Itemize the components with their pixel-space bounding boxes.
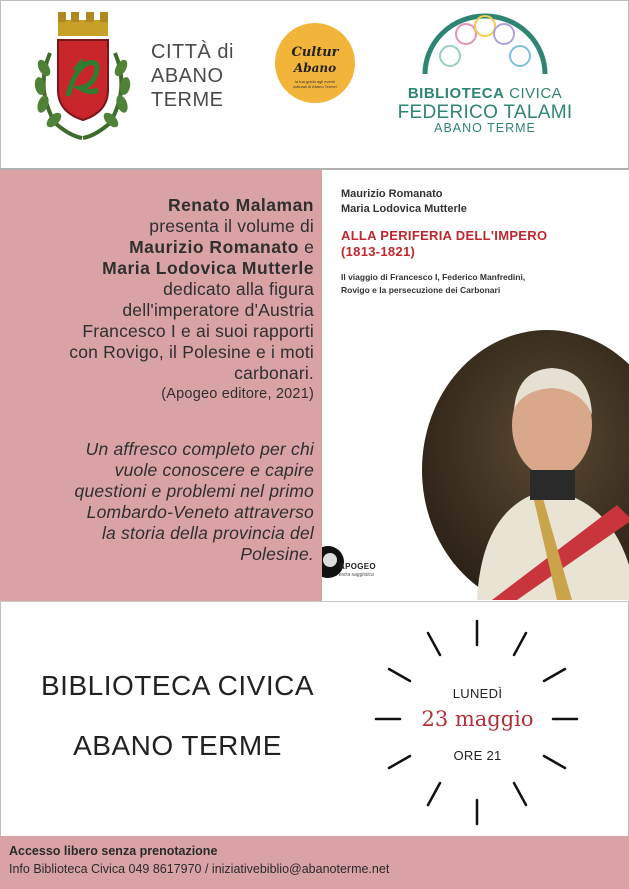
middle-divider	[0, 601, 629, 602]
header	[0, 0, 629, 168]
city-name: CITTÀ di ABANO TERME	[151, 41, 234, 111]
author-2: Maria Lodovica Mutterle	[102, 258, 314, 278]
presenter-name: Renato Malaman	[167, 195, 314, 215]
apogeo-logo: APOGEO extra saggistica	[322, 542, 392, 582]
library-town: ABANO TERME	[434, 121, 536, 135]
author-1: Maurizio Romanato	[129, 237, 299, 257]
city-crest-icon	[30, 8, 135, 143]
venue-line-2: ABANO TERME	[73, 730, 282, 761]
venue-line-1: BIBLIOTECA CIVICA	[40, 670, 315, 701]
event-date: 23 maggio	[421, 707, 534, 731]
emperor-portrait-image	[422, 330, 629, 600]
contact-info: Info Biblioteca Civica 049 8617970 / iniziativebiblio@abanoterme.net	[9, 862, 390, 876]
book-title: ALLA PERIFERIA DELL'IMPERO (1813-1821)	[341, 228, 548, 259]
description-text: Un affresco completo per chi vuole conoscere e capire questioni e problemi nel primo Lombardo-Veneto attraverso la storia della provincia del Polesine.	[74, 439, 314, 564]
cultur-abano-logo: Cultur Abano la tua guida agli eventi culturali di Abano Terme!	[275, 23, 355, 103]
access-note: Accesso libero senza prenotazione	[9, 844, 218, 858]
library-arc-logo-icon	[420, 10, 550, 76]
event-day: LUNEDÌ	[452, 686, 503, 701]
event-time: ORE 21	[453, 748, 502, 763]
library-name: FEDERICO TALAMI	[397, 102, 573, 123]
book-subtitle: Il viaggio di Francesco I, Federico Manfredini, Rovigo e la persecuzione dei Carbonari	[341, 272, 526, 295]
book-authors: Maurizio Romanato Maria Lodovica Mutterle	[341, 188, 467, 215]
library-label: BIBLIOTECA CIVICA	[407, 85, 563, 102]
presentation-text: Renato Malaman presenta il volume di Maurizio Romanato e Maria Lodovica Mutterle dedicato alla figura dell'imperatore d'Austria Francesco I e ai suoi rapporti con Rovigo, il Polesine e i moti carbonari. (Apogeo editore, 2021)	[8, 195, 314, 405]
publisher-note: (Apogeo editore, 2021)	[161, 386, 314, 402]
book-cover	[322, 170, 629, 601]
